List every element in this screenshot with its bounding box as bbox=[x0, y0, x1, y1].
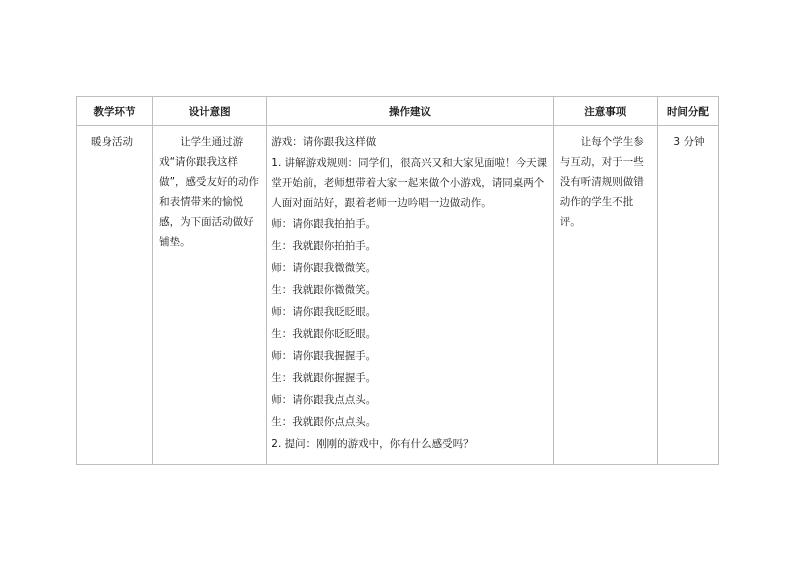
operation-title: 游戏：请你跟我这样做 bbox=[271, 136, 377, 148]
dialogue-line: 生：我就跟你眨眨眼。 bbox=[271, 328, 377, 340]
intent-text: 让学生通过游戏“请你跟我这样做”，感受友好的动作和表情带来的愉悦感，为下面活动做好铺垫。 bbox=[159, 136, 260, 248]
dialogue-line: 师：请你跟我点点头。 bbox=[271, 394, 377, 406]
dialogue-line: 生：我就跟你拍拍手。 bbox=[271, 240, 377, 252]
dialogue-line: 生：我就跟你点点头。 bbox=[271, 416, 377, 428]
header-stage: 教学环节 bbox=[77, 97, 153, 126]
cell-notes bbox=[553, 126, 657, 465]
stage-text: 暖身活动 bbox=[91, 136, 133, 148]
dialogue-line: 师：请你跟我眨眨眼。 bbox=[271, 306, 377, 318]
cell-operation bbox=[267, 126, 553, 465]
operation-content bbox=[267, 126, 552, 455]
dialogue-line: 生：我就跟你微微笑。 bbox=[271, 284, 377, 296]
header-intent: 设计意图 bbox=[153, 97, 267, 126]
time-text: 3 分钟 bbox=[673, 136, 705, 148]
operation-step1: 1. 讲解游戏规则：同学们，很高兴又和大家见面啦！今天课堂开始前，老师想带着大家一起来做个小游戏，请同桌两个人面对面站好，跟着老师一边吟唱一边做动作。 bbox=[271, 157, 548, 209]
cell-intent bbox=[153, 126, 267, 465]
dialogue-line: 师：请你跟我握握手。 bbox=[271, 350, 377, 362]
notes-text: 让每个学生参与互动，对于一些没有听清规则做错动作的学生不批评。 bbox=[559, 136, 644, 228]
dialogue-line: 生：我就跟你握握手。 bbox=[271, 372, 377, 384]
header-operation: 操作建议 bbox=[267, 97, 553, 126]
dialogue-line: 师：请你跟我拍拍手。 bbox=[271, 218, 377, 230]
operation-step2: 2. 提问：刚刚的游戏中，你有什么感受吗？ bbox=[271, 438, 474, 450]
cell-stage bbox=[77, 126, 153, 465]
table-header-row bbox=[77, 97, 719, 126]
lesson-plan-table bbox=[76, 96, 719, 465]
header-time: 时间分配 bbox=[657, 97, 718, 126]
header-notes: 注意事项 bbox=[553, 97, 657, 126]
table-row bbox=[77, 126, 719, 465]
cell-time bbox=[657, 126, 718, 465]
dialogue-line: 师：请你跟我微微笑。 bbox=[271, 262, 377, 274]
